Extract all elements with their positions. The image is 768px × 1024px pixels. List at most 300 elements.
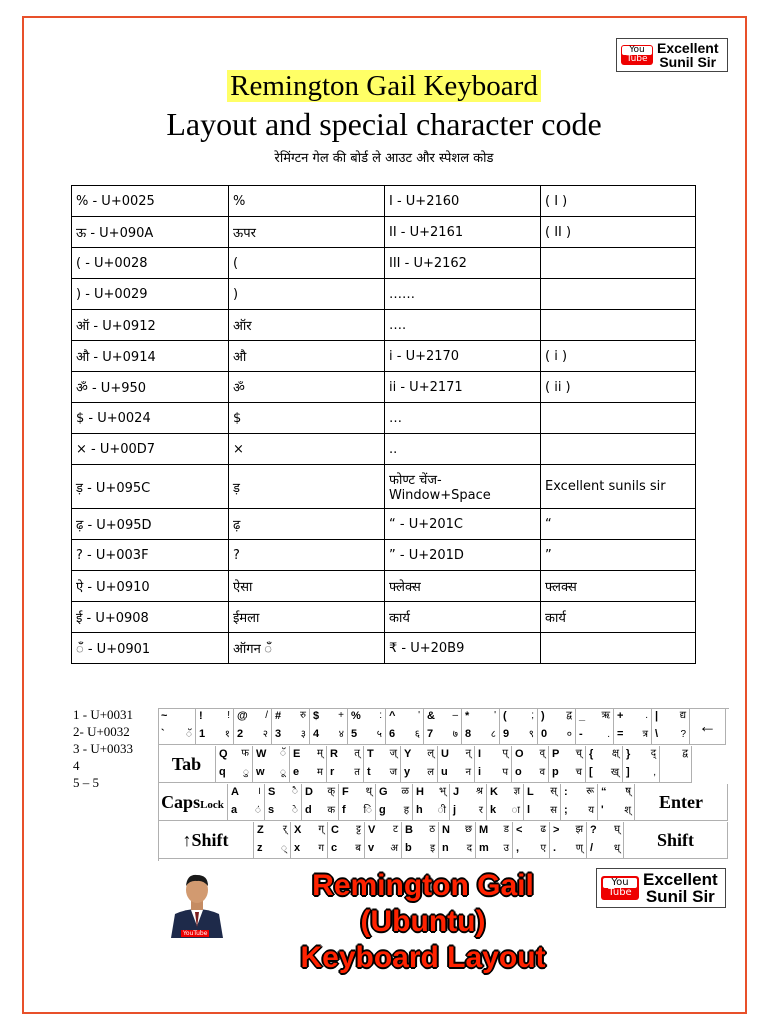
- table-cell: ऊ - U+090A: [72, 217, 229, 248]
- key-legend-br: च: [575, 767, 582, 778]
- key-legend-br: ख्: [610, 767, 619, 778]
- page-heading: Layout and special character code: [166, 106, 602, 142]
- key-legend-tl: ^: [389, 710, 396, 722]
- key-legend-tl: Y: [404, 748, 412, 760]
- table-cell: ( i ): [541, 341, 696, 372]
- keyboard-key: [327, 746, 364, 783]
- key-legend-tl: ): [541, 710, 545, 722]
- key-legend-br: ,: [653, 767, 656, 778]
- key-legend-tr: थ्: [365, 786, 372, 797]
- tab-key: [158, 746, 216, 783]
- keyboard-key: [401, 746, 438, 783]
- key-legend-bl: l: [527, 804, 531, 816]
- key-legend-br: त्र: [642, 729, 648, 740]
- key-legend-tl: ?: [590, 824, 597, 836]
- caps-lock-key: [158, 784, 228, 821]
- key-legend-tr: द्व: [682, 748, 688, 759]
- key-legend-tl: S: [268, 786, 276, 798]
- keyboard-row-home: [158, 784, 728, 821]
- keyboard-key: [265, 784, 302, 821]
- key-legend-tl: C: [331, 824, 339, 836]
- key-legend-bl: 6: [389, 728, 396, 740]
- key-legend-bl: u: [441, 766, 448, 778]
- left-shift-key: [158, 822, 254, 859]
- key-legend-br: ०: [566, 729, 572, 740]
- table-cell: [541, 310, 696, 341]
- key-legend-br: ण्: [575, 843, 583, 854]
- key-legend-tl: |: [655, 710, 659, 722]
- table-cell: फोण्ट चेंज- Window+Space: [385, 465, 541, 509]
- table-cell: “: [541, 509, 696, 540]
- key-legend-tr: .: [645, 710, 648, 721]
- key-legend-tl: }: [626, 748, 631, 760]
- keyboard-key: [550, 822, 587, 859]
- table-cell: ऑगन ँ: [229, 633, 385, 664]
- table-row: [72, 310, 696, 341]
- table-cell: …: [385, 403, 541, 434]
- key-legend-tl: T: [367, 748, 374, 760]
- keyboard-key: [196, 708, 234, 745]
- table-cell: ऑ - U+0912: [72, 310, 229, 341]
- key-legend-tl: >: [553, 824, 560, 836]
- table-cell: $: [229, 403, 385, 434]
- key-legend-br: ५: [376, 729, 382, 740]
- table-cell: ” - U+201D: [385, 540, 541, 571]
- logo-line1: Excellent: [657, 40, 719, 56]
- table-cell: ड़: [229, 465, 385, 509]
- key-legend-br: द: [466, 843, 472, 854]
- legend-line: 3 - U+0033: [73, 741, 134, 756]
- keyboard-key: [476, 822, 513, 859]
- table-cell: ×: [229, 434, 385, 465]
- keyboard-key: [253, 746, 290, 783]
- keyboard-layout: [158, 708, 728, 858]
- key-legend-br: ९: [528, 729, 534, 740]
- key-legend-bl: f: [342, 804, 346, 816]
- table-cell: % - U+0025: [72, 186, 229, 217]
- keyboard-key: [500, 708, 538, 745]
- key-legend-bl: v: [368, 842, 375, 854]
- key-legend-tr: क्ष्: [611, 748, 619, 759]
- keyboard-key: [487, 784, 524, 821]
- table-cell: ( ii ): [541, 372, 696, 403]
- hindi-subtitle: रेमिंग्टन गेल की बोर्ड ले आउट और स्पेशल कोड: [274, 151, 494, 166]
- key-legend-tr: न्: [465, 748, 471, 759]
- table-cell: ँ - U+0901: [72, 633, 229, 664]
- key-legend-bl: p: [552, 766, 559, 778]
- keyboard-key: [439, 822, 476, 859]
- key-legend-tr: ट्ट: [356, 824, 361, 835]
- table-cell: ……: [385, 279, 541, 310]
- youtube-icon: You Tube: [621, 45, 653, 65]
- key-legend-tl: O: [515, 748, 524, 760]
- youtube-badge: YouTube: [183, 930, 208, 937]
- key-legend-tl: R: [330, 748, 338, 760]
- key-legend-br: श्: [624, 805, 631, 816]
- key-legend-br: ह: [403, 805, 409, 816]
- key-legend-tr: स्: [550, 786, 557, 797]
- table-cell: ? - U+003F: [72, 540, 229, 571]
- key-legend-tl: Q: [219, 748, 228, 760]
- keyboard-key: [328, 822, 365, 859]
- key-legend-bl: ;: [564, 804, 568, 816]
- key-legend-tr: द्व: [566, 710, 572, 721]
- key-legend-tr: ॅ: [280, 748, 286, 759]
- key-legend-tl: :: [564, 786, 568, 798]
- key-legend-br: ग: [318, 843, 324, 854]
- table-cell: ऊपर: [229, 217, 385, 248]
- key-legend-tl: A: [231, 786, 239, 798]
- key-legend-bl: m: [479, 842, 489, 854]
- key-legend-tl: I: [478, 748, 482, 760]
- keyboard-key: [576, 708, 614, 745]
- table-cell: औ - U+0914: [72, 341, 229, 372]
- keyboard-key: [302, 784, 339, 821]
- key-legend-br: प: [502, 767, 508, 778]
- table-cell: [541, 279, 696, 310]
- keyboard-key: [586, 746, 623, 783]
- youtube-icon: You Tube: [601, 876, 639, 900]
- key-legend-tl: V: [368, 824, 376, 836]
- table-cell: [541, 248, 696, 279]
- key-legend-bl: s: [268, 804, 275, 816]
- keyboard-key: [290, 746, 327, 783]
- table-cell: %: [229, 186, 385, 217]
- key-legend-tr: म्: [317, 748, 323, 759]
- key-legend-br: ि: [363, 805, 372, 816]
- keyboard-key: [402, 822, 439, 859]
- key-legend-tr: ढ: [540, 824, 546, 835]
- enter-key: [635, 784, 728, 821]
- key-legend-bl: \: [655, 728, 659, 740]
- key-legend-tr: व्: [539, 748, 545, 759]
- key-legend-br: ्: [281, 843, 287, 854]
- key-legend-bl: 1: [199, 728, 206, 740]
- key-legend-tl: K: [490, 786, 498, 798]
- legend-line: 4: [73, 758, 80, 773]
- number-code-legend: [73, 706, 133, 791]
- keyboard-key: [462, 708, 500, 745]
- key-legend-tr: ग्: [318, 824, 324, 835]
- key-legend-tr: ै: [292, 786, 298, 797]
- keyboard-key: [660, 746, 692, 783]
- key-legend-tl: X: [294, 824, 302, 836]
- key-legend-tr: क्: [327, 786, 335, 797]
- key-legend-br: ॅ: [186, 729, 192, 740]
- key-legend-bl: .: [553, 842, 557, 854]
- table-row: [72, 602, 696, 633]
- tab-key-label: Tab: [171, 754, 202, 774]
- keyboard-key: [475, 746, 512, 783]
- table-cell: कार्य: [385, 602, 541, 633]
- table-row: [72, 217, 696, 248]
- table-cell: × - U+00D7: [72, 434, 229, 465]
- table-cell: ): [229, 279, 385, 310]
- key-legend-tl: #: [275, 710, 282, 722]
- key-legend-tl: W: [256, 748, 267, 760]
- key-legend-tr: ।: [257, 786, 261, 797]
- key-legend-tl: @: [237, 710, 248, 722]
- key-legend-bl: /: [590, 842, 594, 854]
- key-legend-bl: ]: [626, 766, 630, 778]
- table-cell: ?: [229, 540, 385, 571]
- key-legend-bl: 3: [275, 728, 282, 740]
- key-legend-bl: ': [601, 804, 604, 816]
- key-legend-br: न: [465, 767, 471, 778]
- key-legend-tl: F: [342, 786, 349, 798]
- table-cell: [541, 633, 696, 664]
- keyboard-key: [424, 708, 462, 745]
- key-legend-br: क: [327, 805, 335, 816]
- key-legend-br: य: [588, 805, 594, 816]
- key-legend-br: स: [550, 805, 557, 816]
- key-legend-bl: c: [331, 842, 338, 854]
- logo-line2: Sunil Sir: [659, 54, 717, 70]
- key-legend-tl: _: [579, 710, 586, 722]
- key-legend-tl: %: [351, 710, 361, 722]
- key-legend-tr: छ: [464, 824, 472, 835]
- key-legend-tr: ज्ञ: [513, 786, 520, 797]
- key-legend-bl: q: [219, 766, 226, 778]
- keyboard-key: [438, 746, 475, 783]
- caps-lock-key-label: CapsLock: [161, 792, 224, 812]
- keyboard-key: [228, 784, 265, 821]
- key-legend-br: अ: [390, 843, 398, 854]
- key-legend-tl: J: [453, 786, 460, 798]
- key-legend-tr: ': [418, 710, 420, 721]
- table-row: [72, 540, 696, 571]
- table-cell: Excellent sunils sir: [541, 465, 696, 509]
- key-legend-tr: च्: [575, 748, 582, 759]
- key-legend-bl: r: [330, 766, 335, 778]
- keyboard-key: [376, 784, 413, 821]
- keyboard-key: [549, 746, 586, 783]
- key-legend-bl: t: [367, 766, 371, 778]
- key-legend-bl: 9: [503, 728, 510, 740]
- key-legend-bl: d: [305, 804, 312, 816]
- key-legend-bl: k: [490, 804, 497, 816]
- key-legend-tr: प्: [502, 748, 508, 759]
- key-legend-br: ए: [540, 843, 546, 854]
- logo-line1: Excellent: [643, 870, 718, 889]
- key-legend-tr: घ्: [614, 824, 620, 835]
- keyboard-key: [365, 822, 402, 859]
- table-cell: ऐ - U+0910: [72, 571, 229, 602]
- keyboard-key: [339, 784, 376, 821]
- key-legend-tl: U: [441, 748, 449, 760]
- enter-key-label: Enter: [659, 792, 703, 812]
- key-legend-bl: h: [416, 804, 423, 816]
- table-row: [72, 509, 696, 540]
- key-legend-br: ल: [427, 767, 434, 778]
- table-cell: ( I ): [541, 186, 696, 217]
- key-legend-bl: 8: [465, 728, 472, 740]
- key-legend-bl: 7: [427, 728, 434, 740]
- key-legend-bl: b: [405, 842, 412, 854]
- key-legend-tl: {: [589, 748, 594, 760]
- keyboard-row-qwerty: [158, 746, 692, 783]
- channel-logo-bottom: [596, 868, 726, 908]
- keyboard-key: [623, 746, 660, 783]
- key-legend-bl: n: [442, 842, 449, 854]
- keyboard-key: [450, 784, 487, 821]
- key-legend-tr: ल्: [427, 748, 434, 759]
- legend-line: 2- U+0032: [73, 724, 130, 739]
- key-legend-tl: M: [479, 824, 489, 836]
- key-legend-bl: g: [379, 804, 386, 816]
- key-legend-br: उ: [503, 843, 509, 854]
- channel-logo: [616, 38, 728, 72]
- key-legend-br: ४: [338, 729, 344, 740]
- key-legend-tr: ष्: [625, 786, 631, 797]
- key-legend-tl: P: [552, 748, 560, 760]
- table-cell: [541, 403, 696, 434]
- key-legend-br: ु: [243, 767, 249, 778]
- key-legend-tr: द्: [650, 748, 656, 759]
- character-code-table: [71, 185, 696, 664]
- key-legend-tl: &: [427, 710, 435, 722]
- key-legend-tl: +: [617, 710, 624, 722]
- key-legend-br: .: [607, 729, 610, 740]
- keyboard-key: [538, 708, 576, 745]
- key-legend-tl: B: [405, 824, 413, 836]
- promo-banner: [252, 868, 594, 976]
- key-legend-tr: त्: [354, 748, 360, 759]
- keyboard-key: [254, 822, 291, 859]
- key-legend-br: त: [354, 767, 360, 778]
- key-legend-tr: र्: [282, 824, 287, 835]
- key-legend-tr: श्र: [475, 786, 483, 797]
- key-legend-bl: o: [515, 766, 522, 778]
- backspace-key: [690, 708, 726, 745]
- key-legend-tr: +: [338, 710, 344, 721]
- table-cell: फ्लेक्स: [385, 571, 541, 602]
- table-row: [72, 186, 696, 217]
- key-legend-bl: 2: [237, 728, 244, 740]
- key-legend-tr: फ: [241, 748, 249, 759]
- table-row: [72, 465, 696, 509]
- key-legend-br: ी: [437, 805, 446, 816]
- table-cell: (: [229, 248, 385, 279]
- key-legend-bl: [: [589, 766, 593, 778]
- key-legend-tr: ठ: [429, 824, 435, 835]
- key-legend-bl: `: [161, 728, 165, 740]
- table-cell: ऑर: [229, 310, 385, 341]
- key-legend-br: े: [292, 805, 298, 816]
- key-legend-tl: G: [379, 786, 388, 798]
- table-cell: ) - U+0029: [72, 279, 229, 310]
- table-cell: ड़ - U+095C: [72, 465, 229, 509]
- keyboard-key: [652, 708, 690, 745]
- key-legend-br: म: [317, 767, 323, 778]
- table-cell: ii - U+2171: [385, 372, 541, 403]
- table-cell: ॐ - U+950: [72, 372, 229, 403]
- key-legend-br: ?: [680, 729, 686, 740]
- table-cell: ईमला: [229, 602, 385, 633]
- table-row: [72, 279, 696, 310]
- table-cell: “ - U+201C: [385, 509, 541, 540]
- table-cell: ढ़: [229, 509, 385, 540]
- table-cell: i - U+2170: [385, 341, 541, 372]
- presenter-photo: [165, 868, 229, 938]
- key-legend-br: ७: [452, 729, 458, 740]
- key-legend-br: २: [262, 729, 268, 740]
- table-cell: $ - U+0024: [72, 403, 229, 434]
- keyboard-row-numbers: [158, 708, 726, 745]
- key-legend-br: ब: [355, 843, 361, 854]
- keyboard-key: [561, 784, 598, 821]
- key-legend-tl: ~: [161, 710, 168, 722]
- key-legend-tl: $: [313, 710, 320, 722]
- keyboard-key: [513, 822, 550, 859]
- table-row: [72, 341, 696, 372]
- key-legend-tr: झ: [575, 824, 583, 835]
- keyboard-key: [524, 784, 561, 821]
- table-cell: औ: [229, 341, 385, 372]
- right-shift-key: [624, 822, 728, 859]
- banner-line1: Remington Gail (Ubuntu): [312, 869, 534, 938]
- table-cell: ॐ: [229, 372, 385, 403]
- key-legend-bl: x: [294, 842, 301, 854]
- key-legend-bl: 4: [313, 728, 320, 740]
- key-legend-tr: ळ: [401, 786, 409, 797]
- key-legend-tl: H: [416, 786, 424, 798]
- key-legend-tl: <: [516, 824, 523, 836]
- table-cell: ऐसा: [229, 571, 385, 602]
- legend-line: 1 - U+0031: [73, 707, 134, 722]
- table-row: [72, 434, 696, 465]
- key-legend-br: व: [539, 767, 545, 778]
- table-cell: ई - U+0908: [72, 602, 229, 633]
- key-legend-tl: Z: [257, 824, 264, 836]
- keyboard-key: [234, 708, 272, 745]
- backspace-key-label: ←: [698, 716, 717, 736]
- table-cell: III - U+2162: [385, 248, 541, 279]
- table-row: [72, 403, 696, 434]
- key-legend-bl: =: [617, 728, 624, 740]
- table-row: [72, 248, 696, 279]
- right-shift-key-label: Shift: [656, 830, 694, 850]
- key-legend-tr: !: [227, 710, 230, 721]
- key-legend-tl: L: [527, 786, 534, 798]
- keyboard-key: [348, 708, 386, 745]
- key-legend-bl: j: [453, 804, 457, 816]
- key-legend-bl: -: [579, 728, 583, 740]
- table-cell: [541, 434, 696, 465]
- key-legend-tr: ज्: [389, 748, 397, 759]
- keyboard-key: [386, 708, 424, 745]
- keyboard-key: [413, 784, 450, 821]
- banner-line2: Keyboard Layout: [300, 941, 546, 974]
- table-cell: ( II ): [541, 217, 696, 248]
- table-cell: ढ़ - U+095D: [72, 509, 229, 540]
- key-legend-br: १: [224, 729, 230, 740]
- key-legend-tl: !: [199, 710, 203, 722]
- key-legend-tl: D: [305, 786, 313, 798]
- key-legend-tl: N: [442, 824, 450, 836]
- legend-line: 5 – 5: [73, 775, 99, 790]
- keyboard-key: [291, 822, 328, 859]
- key-legend-tr: ;: [531, 710, 534, 721]
- table-cell: II - U+2161: [385, 217, 541, 248]
- keyboard-key: [310, 708, 348, 745]
- page-title: Remington Gail Keyboard: [0, 70, 768, 103]
- key-legend-bl: ,: [516, 842, 520, 854]
- keyboard-key: [512, 746, 549, 783]
- table-cell: कार्य: [541, 602, 696, 633]
- keyboard-key: [158, 708, 196, 745]
- key-legend-tr: ': [494, 710, 496, 721]
